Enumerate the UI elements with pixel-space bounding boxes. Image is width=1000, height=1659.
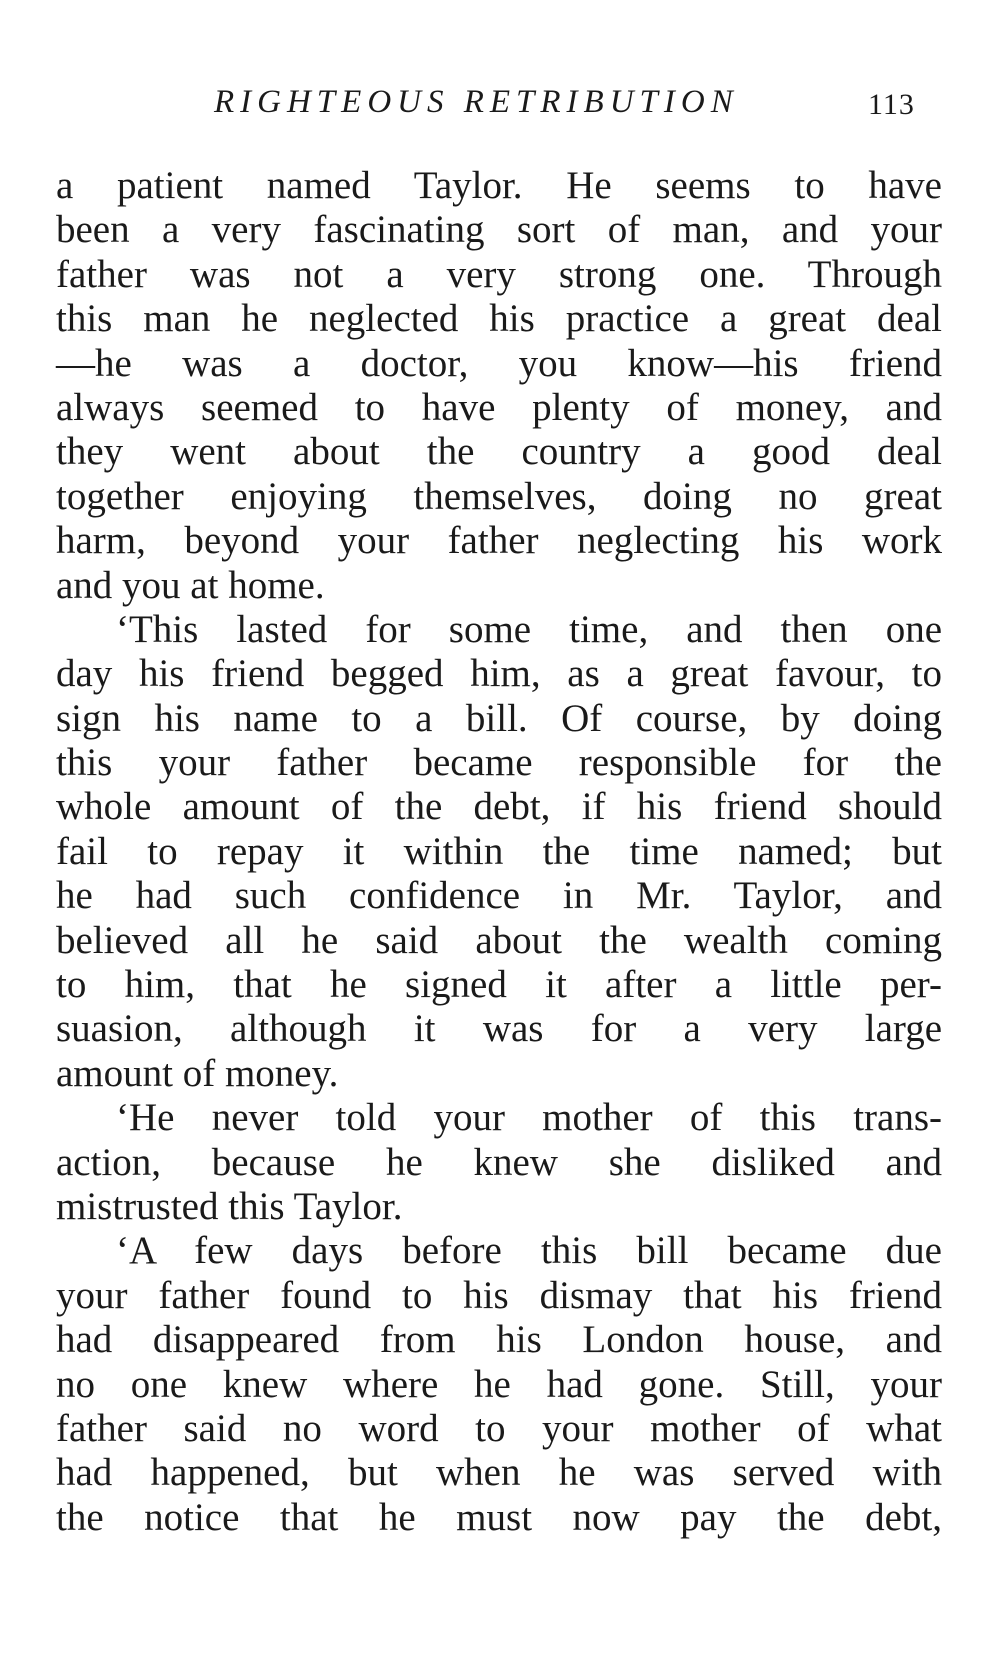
text-line: ‘This lasted for some time, and then one: [116, 607, 942, 651]
text-line: —he was a doctor, you know—his friend: [56, 341, 942, 385]
text-line: believed all he said about the wealth coming: [56, 918, 942, 962]
text-line: and you at home.: [56, 563, 325, 607]
text-line: father was not a very strong one. Through: [56, 252, 942, 296]
text-line: fail to repay it within the time named; but: [56, 829, 942, 873]
page-number: 113: [868, 88, 915, 121]
text-line: had happened, but when he was served with: [56, 1451, 942, 1495]
text-line: they went about the country a good deal: [56, 430, 942, 474]
text-line: no one knew where he had gone. Still, your: [56, 1362, 942, 1406]
text-line: day his friend begged him, as a great favour, to: [56, 652, 942, 696]
text-line: whole amount of the debt, if his friend should: [56, 785, 942, 829]
text-line: the notice that he must now pay the debt,: [56, 1495, 942, 1539]
text-line: ‘He never told your mother of this trans-: [116, 1096, 942, 1140]
text-line: had disappeared from his London house, and: [56, 1318, 942, 1362]
text-line: sign his name to a bill. Of course, by doing: [56, 696, 942, 740]
text-line: together enjoying themselves, doing no great: [56, 474, 942, 518]
text-line: your father found to his dismay that his friend: [56, 1273, 942, 1317]
text-line: mistrusted this Taylor.: [56, 1184, 403, 1228]
text-line: he had such confidence in Mr. Taylor, and: [56, 874, 942, 918]
text-line: always seemed to have plenty of money, and: [56, 385, 942, 429]
text-line: harm, beyond your father neglecting his work: [56, 519, 942, 563]
text-line: action, because he knew she disliked and: [56, 1140, 942, 1184]
text-line: been a very fascinating sort of man, and your: [56, 208, 942, 252]
body-text: [56, 164, 942, 1540]
text-line: amount of money.: [56, 1051, 339, 1095]
text-line: to him, that he signed it after a little per-: [56, 963, 942, 1007]
text-line: suasion, although it was for a very large: [56, 1007, 942, 1051]
text-line: this your father became responsible for the: [56, 741, 942, 785]
text-line: ‘A few days before this bill became due: [116, 1229, 942, 1273]
text-line: this man he neglected his practice a great deal: [56, 297, 942, 341]
text-line: a patient named Taylor. He seems to have: [56, 164, 942, 207]
running-head-title: RIGHTEOUS RETRIBUTION: [214, 84, 739, 120]
text-line: father said no word to your mother of what: [56, 1406, 942, 1450]
